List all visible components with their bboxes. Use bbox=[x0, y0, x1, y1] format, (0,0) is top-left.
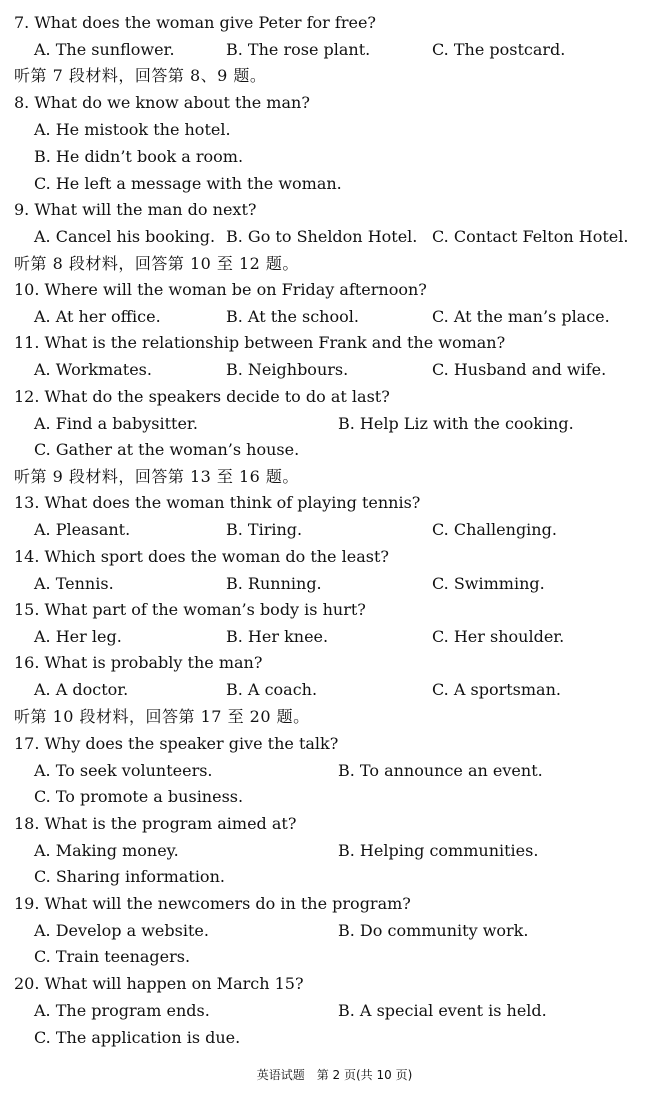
option-a: A. Tennis. bbox=[34, 574, 114, 593]
section-heading: 听第 7 段材料，回答第 8、9 题。 bbox=[14, 66, 267, 85]
option-c: C. Swimming. bbox=[432, 574, 545, 593]
options-7 bbox=[0, 37, 669, 63]
option-c: C. He left a message with the woman. bbox=[34, 174, 342, 193]
options-8-b bbox=[0, 144, 669, 170]
page-footer: 英语试题 第 2 页(共 10 页) bbox=[256, 1068, 413, 1082]
option-c: C. A sportsman. bbox=[432, 680, 561, 699]
option-a: A. To seek volunteers. bbox=[34, 761, 213, 780]
option-a: A. Her leg. bbox=[34, 627, 122, 646]
option-c: C. Sharing information. bbox=[34, 867, 225, 886]
option-a: A. He mistook the hotel. bbox=[34, 120, 231, 139]
options-17 bbox=[0, 758, 669, 784]
options-12 bbox=[0, 411, 669, 437]
options-11 bbox=[0, 357, 669, 383]
options-18 bbox=[0, 838, 669, 864]
option-b: B. To announce an event. bbox=[338, 761, 543, 780]
option-a: A. Workmates. bbox=[34, 360, 152, 379]
question-16: 16. What is probably the man? bbox=[14, 653, 263, 672]
option-a: A. The sunflower. bbox=[34, 40, 175, 59]
options-16 bbox=[0, 677, 669, 703]
option-a: A. At her office. bbox=[34, 307, 161, 326]
option-c: C. Challenging. bbox=[432, 520, 557, 539]
options-19 bbox=[0, 918, 669, 944]
option-b: B. Do community work. bbox=[338, 921, 529, 940]
section-heading: 听第 9 段材料，回答第 13 至 16 题。 bbox=[14, 467, 299, 486]
options-19-c bbox=[0, 944, 669, 970]
option-a: A. A doctor. bbox=[34, 680, 129, 699]
question-12: 12. What do the speakers decide to do at last? bbox=[14, 387, 390, 406]
option-c: C. The postcard. bbox=[432, 40, 566, 59]
option-a: A. Cancel his booking. bbox=[34, 227, 216, 246]
option-a: A. Develop a website. bbox=[34, 921, 209, 940]
option-b: B. A coach. bbox=[226, 680, 318, 699]
option-b: B. Neighbours. bbox=[226, 360, 349, 379]
question-15: 15. What part of the woman’s body is hurt? bbox=[14, 600, 366, 619]
question-18: 18. What is the program aimed at? bbox=[14, 814, 297, 833]
options-9 bbox=[0, 224, 669, 250]
option-c: C. At the man’s place. bbox=[432, 307, 610, 326]
question-7: 7. What does the woman give Peter for free? bbox=[14, 13, 376, 32]
section-heading: 听第 10 段材料，回答第 17 至 20 题。 bbox=[14, 707, 310, 726]
option-a: A. Pleasant. bbox=[34, 520, 131, 539]
option-b: B. At the school. bbox=[226, 307, 359, 326]
option-c: C. Train teenagers. bbox=[34, 947, 191, 966]
options-18-c bbox=[0, 864, 669, 890]
question-19: 19. What will the newcomers do in the program? bbox=[14, 894, 411, 913]
question-10: 10. Where will the woman be on Friday afternoon? bbox=[14, 280, 427, 299]
options-10 bbox=[0, 304, 669, 330]
section-heading: 听第 8 段材料，回答第 10 至 12 题。 bbox=[14, 254, 299, 273]
question-17: 17. Why does the speaker give the talk? bbox=[14, 734, 339, 753]
question-13: 13. What does the woman think of playing tennis? bbox=[14, 493, 421, 512]
options-12-c bbox=[0, 437, 669, 463]
question-14: 14. Which sport does the woman do the least? bbox=[14, 547, 389, 566]
option-c: C. The application is due. bbox=[34, 1028, 241, 1047]
options-15 bbox=[0, 624, 669, 650]
option-b: B. Helping communities. bbox=[338, 841, 539, 860]
question-8: 8. What do we know about the man? bbox=[14, 93, 310, 112]
options-8 bbox=[0, 117, 669, 143]
options-14 bbox=[0, 571, 669, 597]
options-17-c bbox=[0, 784, 669, 810]
option-c: C. To promote a business. bbox=[34, 787, 244, 806]
option-b: B. The rose plant. bbox=[226, 40, 371, 59]
option-b: B. Go to Sheldon Hotel. bbox=[226, 227, 418, 246]
option-b: B. Her knee. bbox=[226, 627, 329, 646]
option-a: A. The program ends. bbox=[34, 1001, 210, 1020]
options-13 bbox=[0, 517, 669, 543]
options-8-c bbox=[0, 171, 669, 197]
question-9: 9. What will the man do next? bbox=[14, 200, 257, 219]
option-c: C. Contact Felton Hotel. bbox=[432, 227, 629, 246]
option-b: B. Help Liz with the cooking. bbox=[338, 414, 574, 433]
option-c: C. Gather at the woman’s house. bbox=[34, 440, 300, 459]
question-20: 20. What will happen on March 15? bbox=[14, 974, 304, 993]
option-b: B. Running. bbox=[226, 574, 322, 593]
options-20-c bbox=[0, 1025, 669, 1051]
options-20 bbox=[0, 998, 669, 1024]
option-c: C. Her shoulder. bbox=[432, 627, 565, 646]
option-b: B. Tiring. bbox=[226, 520, 303, 539]
option-b: B. A special event is held. bbox=[338, 1001, 547, 1020]
option-c: C. Husband and wife. bbox=[432, 360, 607, 379]
option-b: B. He didn’t book a room. bbox=[34, 147, 244, 166]
question-11: 11. What is the relationship between Frank and the woman? bbox=[14, 333, 506, 352]
option-a: A. Making money. bbox=[34, 841, 179, 860]
option-a: A. Find a babysitter. bbox=[34, 414, 198, 433]
